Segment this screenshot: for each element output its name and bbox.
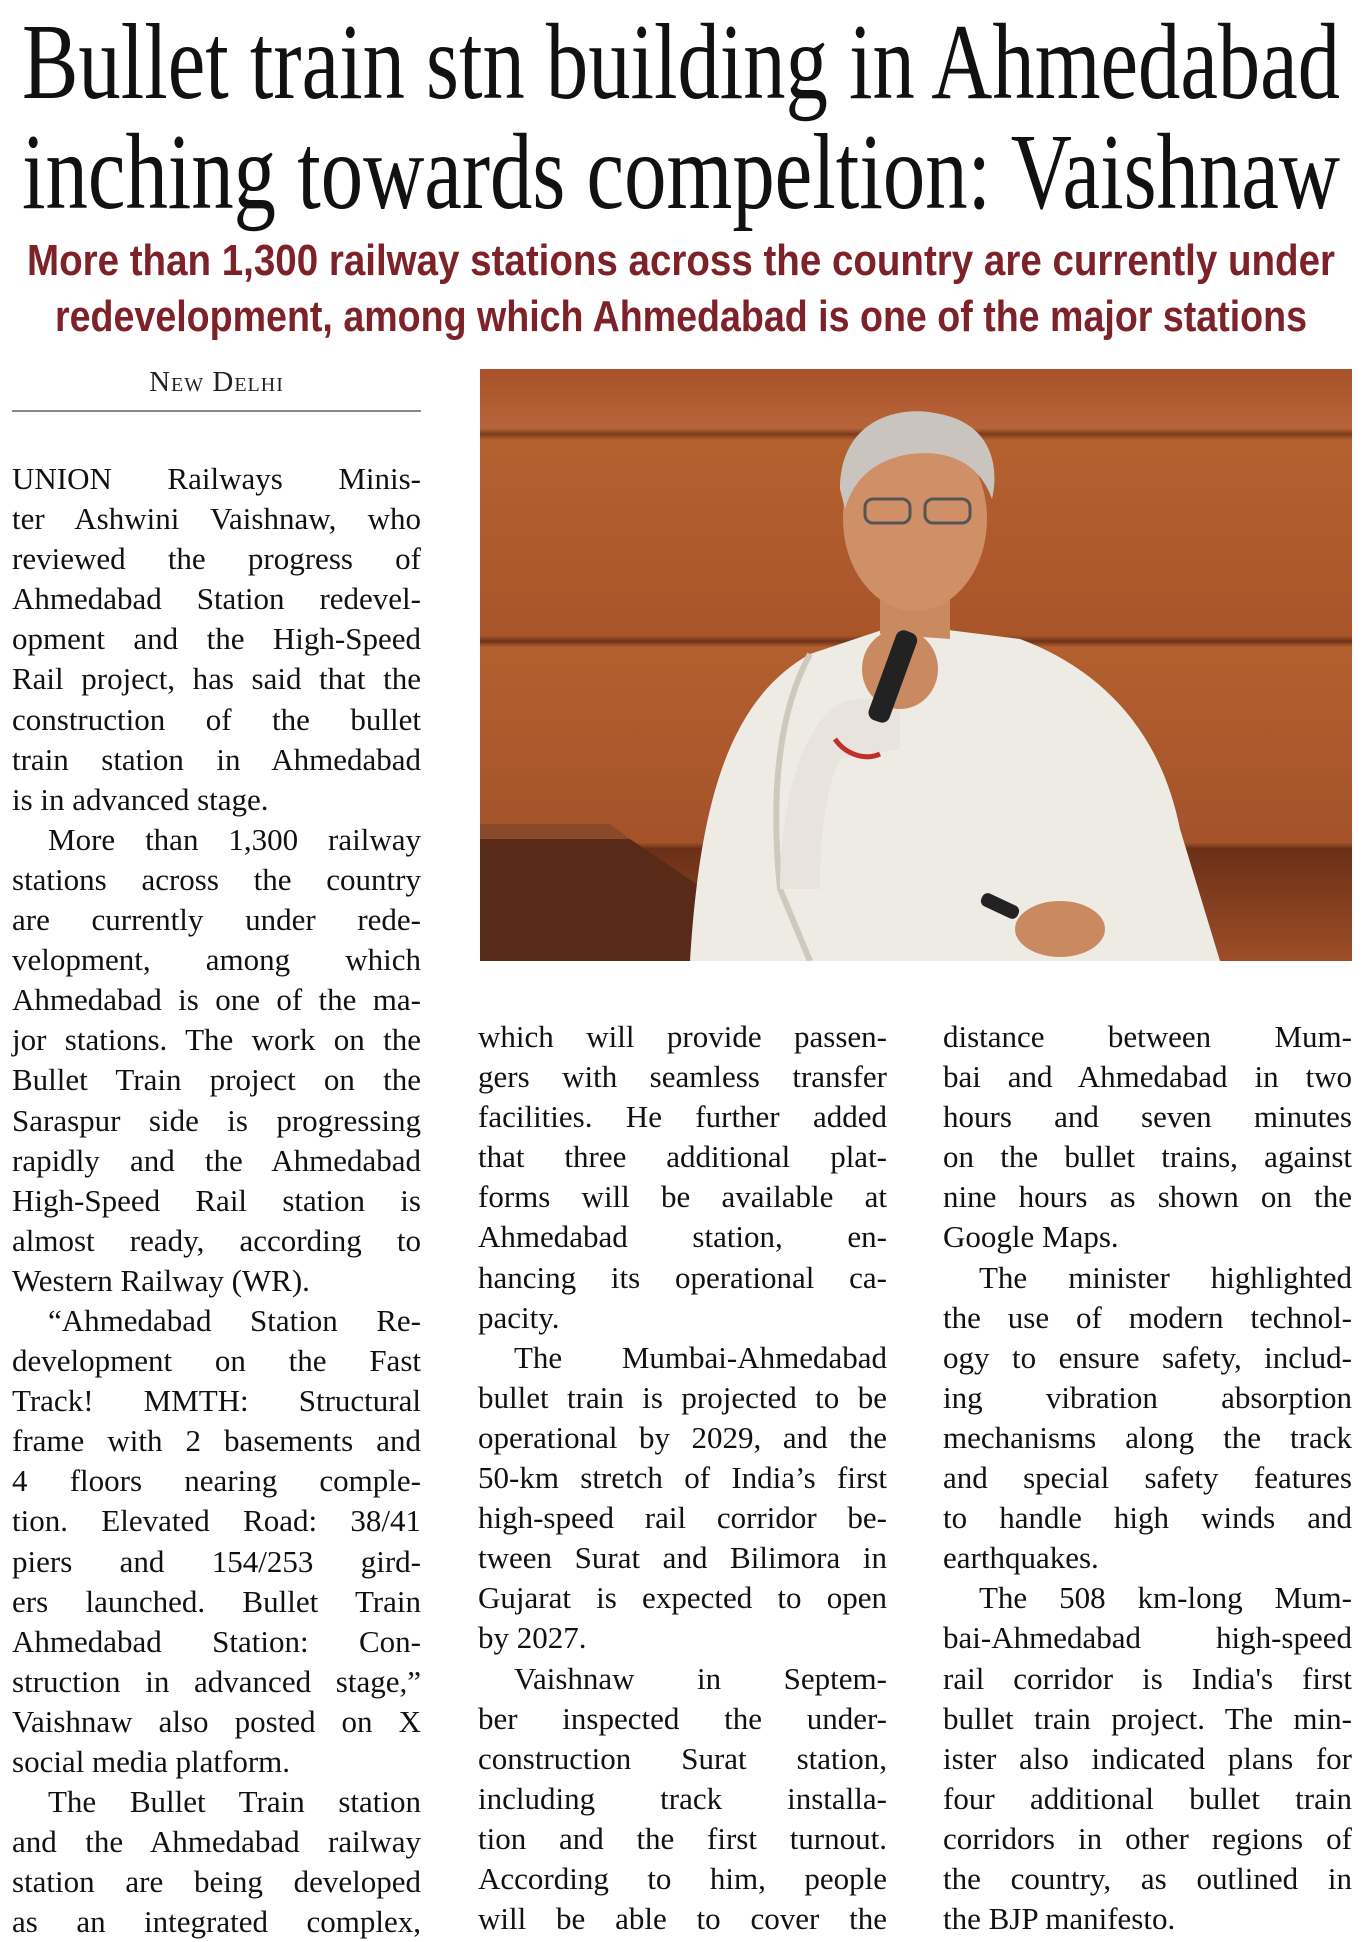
article-line: Ahmedabad is one of the ma- bbox=[12, 982, 421, 1018]
article-line: Ahmedabad station, en- bbox=[478, 1219, 887, 1255]
article-line: almost ready, according to bbox=[12, 1222, 421, 1258]
article-line: 4 floors nearing comple- bbox=[12, 1463, 421, 1499]
article-line: ers launched. Bullet Train bbox=[12, 1583, 421, 1619]
article-line: four additional bullet train bbox=[943, 1780, 1352, 1816]
article-line: earthquakes. bbox=[943, 1540, 1099, 1576]
white-shirt bbox=[690, 624, 1220, 961]
article-line: to handle high winds and bbox=[943, 1500, 1352, 1536]
article-line: bullet train is projected to be bbox=[478, 1379, 887, 1415]
article-line: Bullet Train project on the bbox=[12, 1062, 421, 1098]
article-line: Western Railway (WR). bbox=[12, 1262, 310, 1298]
article-line: ing vibration absorption bbox=[943, 1379, 1352, 1415]
article-line: Rail project, has said that the bbox=[12, 661, 421, 697]
article-line: The 508 km-long Mum- bbox=[979, 1580, 1352, 1616]
photo-illustration bbox=[480, 369, 1352, 961]
subheadline-line-1: More than 1,300 railway stations across the country are currently under bbox=[27, 236, 1335, 285]
article-line: According to him, people bbox=[478, 1860, 887, 1896]
article-line: operational by 2029, and the bbox=[478, 1419, 887, 1455]
minister-photo bbox=[480, 369, 1352, 961]
article-line: Google Maps. bbox=[943, 1219, 1119, 1255]
article-line: bai and Ahmedabad in two bbox=[943, 1059, 1352, 1095]
article-column-2 bbox=[478, 1017, 887, 1939]
article-line: Vaishnaw in Septem- bbox=[514, 1660, 887, 1696]
article-line: nine hours as shown on the bbox=[943, 1179, 1352, 1215]
article-line: construction Surat station, bbox=[478, 1740, 887, 1776]
article-line: More than 1,300 railway bbox=[48, 821, 421, 857]
article-line: High-Speed Rail station is bbox=[12, 1182, 421, 1218]
article-line: struction in advanced stage,” bbox=[12, 1663, 421, 1699]
article-line: as an integrated complex, bbox=[12, 1904, 421, 1940]
article-line: frame with 2 basements and bbox=[12, 1423, 421, 1459]
article-line: rail corridor is India's first bbox=[943, 1660, 1352, 1696]
article-line: Saraspur side is progressing bbox=[12, 1102, 421, 1138]
article-line: The minister highlighted bbox=[979, 1259, 1352, 1295]
article-line: facilities. He further added bbox=[478, 1099, 887, 1135]
article-line: tion and the first turnout. bbox=[478, 1820, 887, 1856]
article-line: the country, as outlined in bbox=[943, 1860, 1352, 1896]
article-line: including track installa- bbox=[478, 1780, 887, 1816]
article-line: “Ahmedabad Station Re- bbox=[48, 1302, 421, 1338]
article-line: Ahmedabad Station redevel- bbox=[12, 581, 421, 617]
article-line: corridors in other regions of bbox=[943, 1820, 1352, 1856]
article-line: construction of the bullet bbox=[12, 701, 421, 737]
article-line: station are being developed bbox=[12, 1864, 421, 1900]
subheadline-line-2: redevelopment, among which Ahmedabad is one of the major stations bbox=[55, 292, 1307, 341]
article-line: The Mumbai-Ahmedabad bbox=[514, 1339, 887, 1375]
article-line: The Bullet Train station bbox=[48, 1784, 421, 1820]
article-line: is in advanced stage. bbox=[12, 781, 269, 817]
article-line: pacity. bbox=[478, 1299, 560, 1335]
article-line: velopment, among which bbox=[12, 942, 421, 978]
article-line: ister also indicated plans for bbox=[943, 1740, 1352, 1776]
article-line: hours and seven minutes bbox=[943, 1099, 1352, 1135]
article-line: high-speed rail corridor be- bbox=[478, 1500, 887, 1536]
article-line: piers and 154/253 gird- bbox=[12, 1543, 421, 1579]
article-line: distance between Mum- bbox=[943, 1019, 1352, 1054]
article-line: the use of modern technol- bbox=[943, 1299, 1352, 1335]
article-line: Ahmedabad Station: Con- bbox=[12, 1623, 421, 1659]
article-line: will be able to cover the bbox=[478, 1901, 887, 1937]
article-line: opment and the High-Speed bbox=[12, 621, 421, 657]
article-line: bullet train project. The min- bbox=[943, 1700, 1352, 1736]
article-line: Gujarat is expected to open bbox=[478, 1580, 887, 1616]
article-line: social media platform. bbox=[12, 1744, 291, 1779]
article-line: 50-km stretch of India’s first bbox=[478, 1460, 887, 1496]
article-line: mechanisms along the track bbox=[943, 1419, 1352, 1455]
article-line: Vaishnaw also posted on X bbox=[12, 1703, 421, 1739]
article-line: development on the Fast bbox=[12, 1343, 421, 1379]
article-line: train station in Ahmedabad bbox=[12, 741, 421, 777]
article-line: ber inspected the under- bbox=[478, 1700, 887, 1736]
article-line: the BJP manifesto. bbox=[943, 1901, 1176, 1937]
article-line: stations across the country bbox=[12, 861, 421, 897]
article-line: and the Ahmedabad railway bbox=[12, 1824, 421, 1860]
dateline: New Delhi bbox=[149, 366, 284, 398]
article-line: forms will be available at bbox=[478, 1179, 887, 1215]
article-line: tween Surat and Bilimora in bbox=[478, 1540, 887, 1576]
article-line: and special safety features bbox=[943, 1460, 1352, 1496]
headline-line-1: Bullet train stn building in Ahmedabad bbox=[22, 3, 1340, 122]
article-line: bai-Ahmedabad high-speed bbox=[943, 1620, 1352, 1656]
article-line: are currently under rede- bbox=[12, 902, 421, 938]
article-line: hancing its operational ca- bbox=[478, 1259, 887, 1295]
article-line: on the bullet trains, against bbox=[943, 1139, 1352, 1175]
dateline-rule bbox=[12, 410, 421, 412]
article-column-3 bbox=[943, 1017, 1352, 1939]
article-line: Track! MMTH: Structural bbox=[12, 1383, 421, 1419]
article-line: jor stations. The work on the bbox=[12, 1022, 421, 1058]
article-line: tion. Elevated Road: 38/41 bbox=[12, 1503, 421, 1539]
article-line: ogy to ensure safety, includ- bbox=[943, 1339, 1352, 1375]
headline-line-2: inching towards compeltion: Vaishnaw bbox=[22, 113, 1340, 232]
article-line: reviewed the progress of bbox=[12, 541, 421, 577]
article-line: that three additional plat- bbox=[478, 1139, 887, 1175]
article-line: gers with seamless transfer bbox=[478, 1059, 887, 1095]
article-column-1 bbox=[12, 459, 421, 1942]
article-line: which will provide passen- bbox=[478, 1019, 887, 1054]
article-line: ter Ashwini Vaishnaw, who bbox=[12, 501, 421, 537]
article-line: UNION Railways Minis- bbox=[12, 461, 421, 496]
article-line: rapidly and the Ahmedabad bbox=[12, 1142, 421, 1178]
article-line: by 2027. bbox=[478, 1620, 587, 1656]
